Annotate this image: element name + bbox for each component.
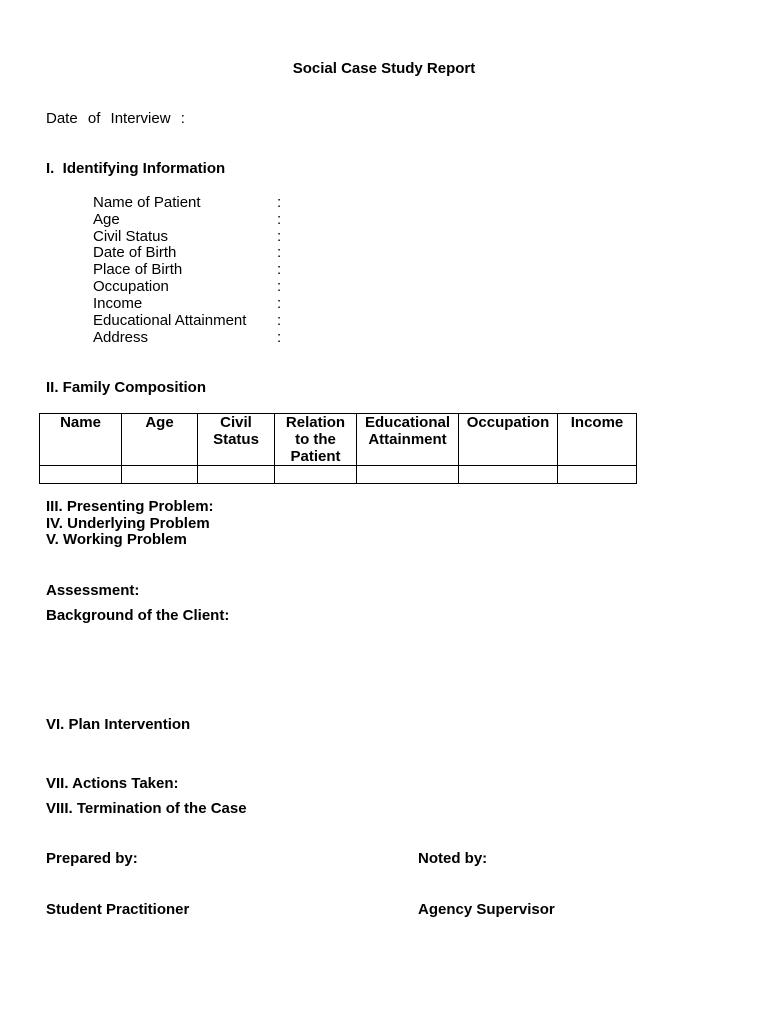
family-composition-table bbox=[39, 413, 637, 484]
field-colon: : bbox=[277, 329, 282, 346]
column-header-occupation bbox=[459, 414, 558, 466]
table-cell bbox=[558, 466, 637, 484]
field-label-age: Age bbox=[93, 211, 120, 228]
field-colon: : bbox=[277, 244, 282, 261]
column-header-income bbox=[558, 414, 637, 466]
document-title: Social Case Study Report bbox=[292, 60, 476, 77]
table-cell bbox=[40, 466, 122, 484]
table-header-row bbox=[40, 414, 637, 466]
column-header-educational-attainment bbox=[357, 414, 459, 466]
header-line: Patient bbox=[290, 448, 341, 465]
presenting-problem-heading: III. Presenting Problem: bbox=[46, 498, 214, 515]
column-header-relation-to-patient bbox=[275, 414, 357, 466]
table-cell bbox=[275, 466, 357, 484]
column-header-name bbox=[40, 414, 122, 466]
column-header-civil-status bbox=[198, 414, 275, 466]
prepared-by-label: Prepared by: bbox=[46, 850, 138, 867]
field-label-income: Income bbox=[93, 295, 143, 312]
table-cell bbox=[357, 466, 459, 484]
field-colon: : bbox=[277, 211, 282, 228]
header-line: Income bbox=[570, 414, 624, 431]
agency-supervisor-label: Agency Supervisor bbox=[418, 901, 555, 918]
underlying-problem-heading: IV. Underlying Problem bbox=[46, 515, 210, 532]
table-cell bbox=[459, 466, 558, 484]
field-label-occupation: Occupation bbox=[93, 278, 169, 295]
termination-heading: VIII. Termination of the Case bbox=[46, 800, 247, 817]
actions-taken-heading: VII. Actions Taken: bbox=[46, 775, 179, 792]
field-label-civil-status: Civil Status bbox=[93, 228, 169, 245]
header-line: Age bbox=[145, 414, 174, 431]
header-line: to the bbox=[295, 431, 336, 448]
field-label-place-of-birth: Place of Birth bbox=[93, 261, 183, 278]
date-of-interview-label: Date of Interview : bbox=[46, 110, 185, 127]
field-colon: : bbox=[277, 278, 282, 295]
header-line: Civil bbox=[220, 414, 252, 431]
header-line: Relation bbox=[285, 414, 346, 431]
header-line: Educational bbox=[364, 414, 450, 431]
plan-intervention-heading: VI. Plan Intervention bbox=[46, 716, 191, 733]
table-row bbox=[40, 466, 637, 484]
field-colon: : bbox=[277, 312, 282, 329]
table-cell bbox=[198, 466, 275, 484]
table-cell bbox=[122, 466, 198, 484]
column-header-age bbox=[122, 414, 198, 466]
field-colon: : bbox=[277, 228, 282, 245]
header-line: Attainment bbox=[368, 431, 447, 448]
assessment-heading: Assessment: bbox=[46, 582, 140, 599]
field-label-educational-attainment: Educational Attainment bbox=[93, 312, 247, 329]
family-composition-heading: II. Family Composition bbox=[46, 379, 207, 396]
identifying-information-heading: I. Identifying Information bbox=[46, 160, 226, 177]
field-colon: : bbox=[277, 295, 282, 312]
field-colon: : bbox=[277, 261, 282, 278]
working-problem-heading: V. Working Problem bbox=[46, 531, 187, 548]
header-line: Occupation bbox=[466, 414, 550, 431]
header-line: Name bbox=[60, 414, 101, 431]
student-practitioner-label: Student Practitioner bbox=[46, 901, 190, 918]
field-label-date-of-birth: Date of Birth bbox=[93, 244, 177, 261]
header-line: Status bbox=[213, 431, 259, 448]
noted-by-label: Noted by: bbox=[418, 850, 488, 867]
field-label-name-of-patient: Name of Patient bbox=[93, 194, 201, 211]
field-label-address: Address bbox=[93, 329, 149, 346]
background-heading: Background of the Client: bbox=[46, 607, 230, 624]
field-colon: : bbox=[277, 194, 282, 211]
